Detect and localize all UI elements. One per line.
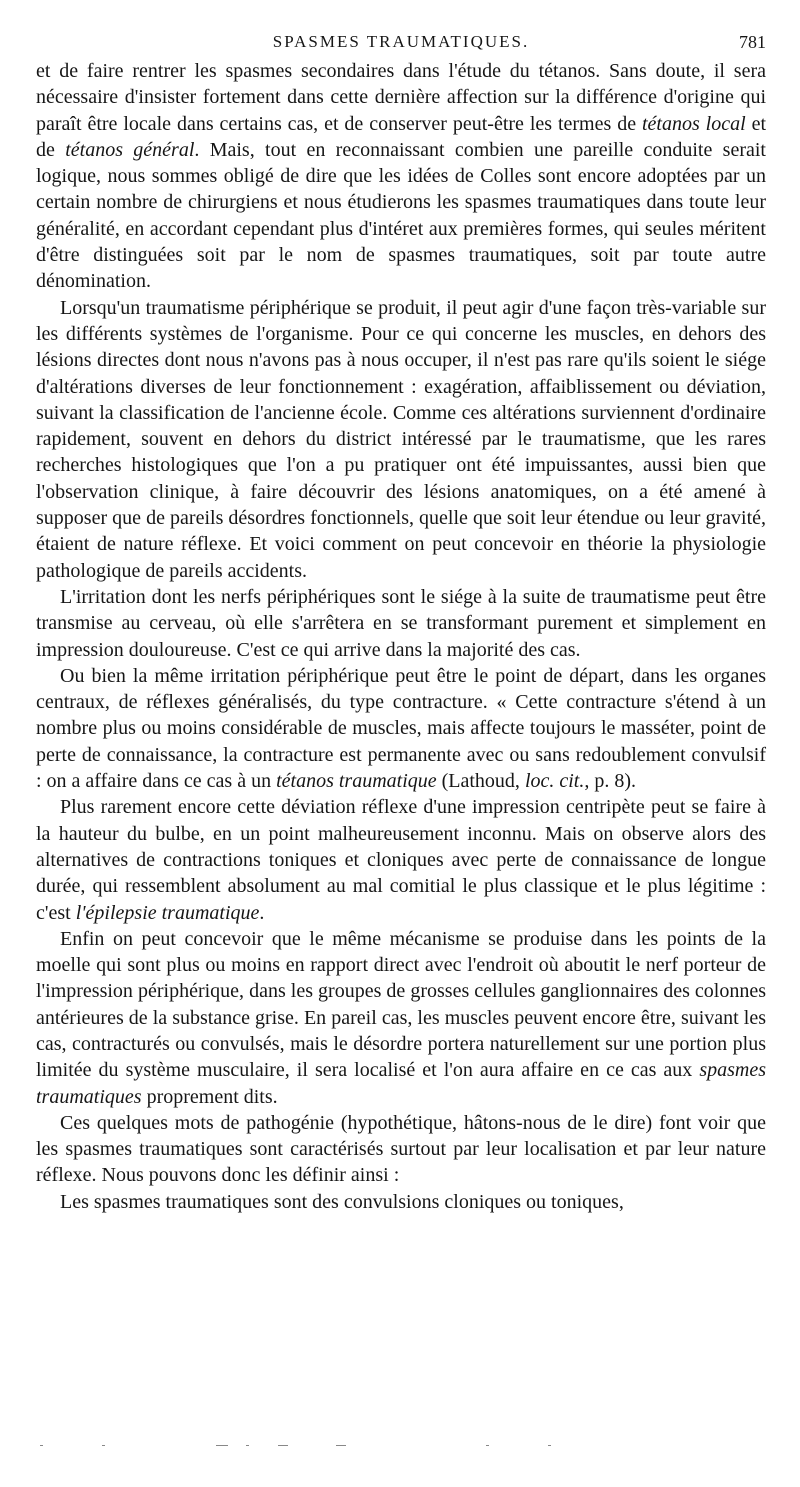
scan-mark [102,1445,105,1446]
body-text [36,58,766,1215]
scan-mark [336,1445,346,1446]
paragraph-5-text-2: . [259,901,265,924]
paragraph-8 [36,1189,766,1215]
paragraph-4-text-1: Ou bien la même irritation périphérique peut être le point de départ, dans les organes centraux, de réflexes généralisés, du type contracture. « Cette contracture s'étend à un nombre plus ou moins considérable de muscles, mais affecte toujours le masséter, point de perte de connaissance, la contracture est permanente avec ou sans redoublement convulsif : on a affaire dans ce cas à un [36,664,766,793]
paragraph-5-italic-epilepsie-traumatique: l'épilepsie traumatique [75,901,260,924]
paragraph-6 [36,926,766,1110]
paragraph-1-text-2: et de [36,112,767,161]
paragraph-3 [36,584,766,663]
paragraph-1-italic-tetanos-general: tétanos général [65,138,195,161]
document-page [36,30,766,1215]
running-title: SPASMES TRAUMATIQUES. [272,32,530,51]
paragraph-1-text-3: . Mais, tout en reconnaissant combien une pareille conduite serait logique, nous sommes obligé de dire que les idées de Colles sont encore adoptées par un certain nombre de chirurgiens et nous étudierons les spasmes traumatiques dans toute leur généralité, en accordant cependant plus d'intéret aux premières formes, qui seules méritent d'être distinguées soit par le nom de spasmes traumatiques, soit par toute autre dénomination. [36,138,766,293]
paragraph-4-text-3: , p. 8). [584,770,637,793]
paragraph-1 [36,58,766,295]
scan-mark [246,1445,249,1446]
paragraph-3-text: L'irritation dont les nerfs périphériques sont le siége à la suite de traumatisme peut être transmise au cerveau, où elle s'arrêtera en se transformant purement et simplement en impression douloureuse. C'est ce qui arrive dans la majorité des cas. [36,585,766,661]
paragraph-6-text-2: proprement dits. [141,1085,278,1108]
paragraph-4-italic-loc-cit: loc. cit. [524,770,585,793]
scan-mark [216,1445,228,1446]
page-bottom-artifacts [36,1443,766,1449]
paragraph-2 [36,295,766,584]
paragraph-5-text-1: Plus rarement encore cette déviation réflexe d'une impression centripète peut se faire à la hauteur du bulbe, en un point malheureusement inconnu. Mais on observe alors des alternatives de contractions toniques et cloniques avec perte de connaissance de longue durée, qui ressemblent absolument au mal comitial le plus classique et le plus légitime : c'est [36,796,766,924]
paragraph-1-italic-tetanos-local: tétanos local [641,112,746,135]
page-header [36,30,766,54]
paragraph-6-text-1: Enfin on peut concevoir que le même mécanisme se produise dans les points de la moelle qui sont plus ou moins en rapport direct avec l'endroit où aboutit le nerf porteur de l'impression périphérique, dans les groupes de grosses cellules ganglionnaires des colonnes antérieures de la substance grise. En pareil cas, les muscles peuvent encore être, suivant les cas, contracturés ou convulsés, mais le désordre portera naturellement sur une portion plus limitée du système musculaire, il sera localisé et l'on aura affaire en ce cas aux [36,927,766,1082]
scan-mark [548,1445,551,1446]
paragraph-8-text: Les spasmes traumatiques sont des convulsions cloniques ou toniques, [60,1190,624,1213]
scan-mark [40,1445,43,1446]
paragraph-2-text: Lorsqu'un traumatisme périphérique se produit, il peut agir d'une façon très-variable sur les différents systèmes de l'organisme. Pour ce qui concerne les muscles, en dehors des lésions directes dont nous n'avons pas à nous occuper, il n'est pas rare qu'ils soient le siége d'altérations diverses de leur fonctionnement : exagération, affaiblissement ou déviation, suivant la classification de l'ancienne école. Comme ces altérations surviennent d'ordinaire rapidement, souvent en dehors du district intéressé par le traumatisme, que les rares recherches histologiques que l'on a pu pratiquer ont été impuissantes, aussi bien que l'observation clinique, à faire découvrir des lésions anatomiques, on a été amené à supposer que de pareils désordres fonctionnels, quelle que soit leur étendue ou leur gravité, étaient de nature réflexe. Et voici comment on peut concevoir en théorie la physiologie pathologique de pareils accidents. [36,296,766,582]
page-number: 781 [739,32,766,52]
paragraph-4-text-2: (Lathoud, [436,770,525,793]
paragraph-6-italic-spasmes-traumatiques: spasmes traumatiques [36,1059,766,1108]
paragraph-7-text: Ces quelques mots de pathogénie (hypothétique, hâtons-nous de le dire) font voir que les spasmes traumatiques sont caractérisés surtout par leur localisation et par leur nature réflexe. Nous pouvons donc les définir ainsi : [36,1111,766,1187]
paragraph-1-text-1: et de faire rentrer les spasmes secondaires dans l'étude du tétanos. Sans doute, il sera nécessaire d'insister fortement dans cette dernière affection sur la différence d'origine qui paraît être locale dans certains cas, et de conserver peut-être les termes de [36,60,766,135]
scan-mark [278,1445,288,1446]
paragraph-7 [36,1110,766,1189]
paragraph-4 [36,663,766,794]
paragraph-5 [36,794,766,925]
paragraph-4-italic-tetanos-traumatique: tétanos traumatique [276,770,437,793]
scan-mark [486,1445,489,1446]
